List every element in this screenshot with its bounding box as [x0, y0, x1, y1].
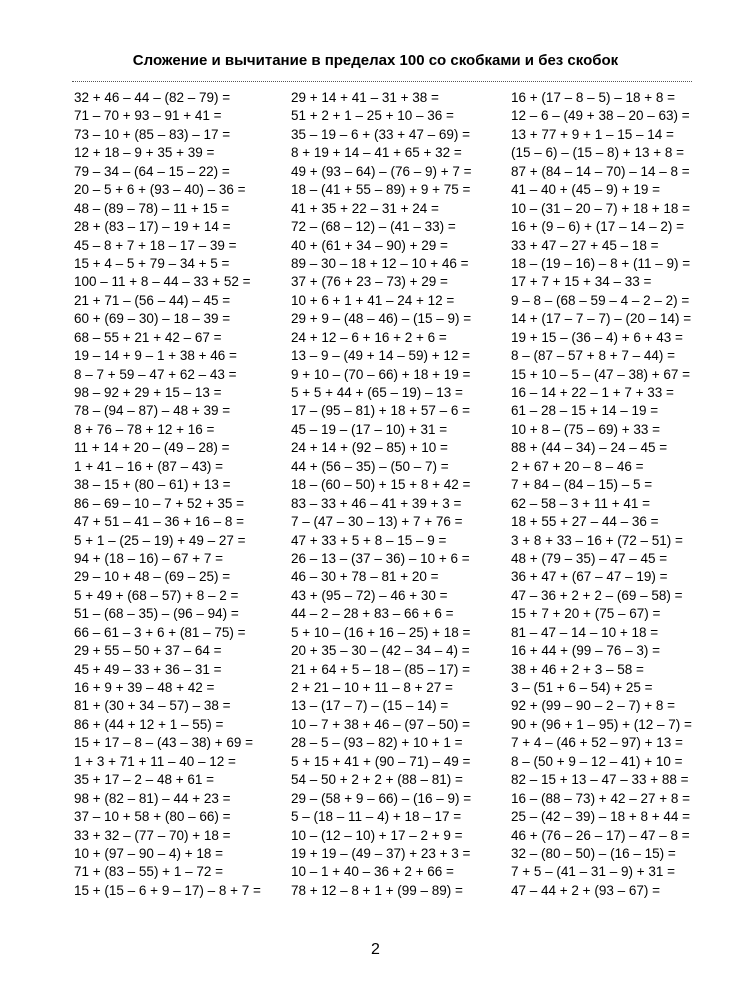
math-expression: 7 + 84 – (84 – 15) – 5 = [511, 477, 653, 493]
math-expression: 88 + (44 – 34) – 24 – 45 = [511, 440, 668, 456]
math-expression: 18 – (41 + 55 – 89) + 9 + 75 = [291, 182, 471, 198]
math-expression: 18 – (19 – 16) – 8 + (11 – 9) = [511, 255, 691, 271]
math-expression: 16 + (17 – 8 – 5) – 18 + 8 = [511, 90, 675, 105]
math-expression: 8 + 76 – 78 + 12 + 16 = [74, 421, 215, 437]
math-expression: 87 + (84 – 14 – 70) – 14 – 8 = [511, 163, 690, 179]
math-expression: 2 + 21 – 10 + 11 – 8 + 27 = [291, 680, 453, 695]
math-expression: 16 + 44 + (99 – 76 – 3) = [511, 643, 660, 659]
math-expression: (15 – 6) – (15 – 8) + 13 + 8 = [511, 145, 684, 161]
math-expression: 44 + (56 – 35) – (50 – 7) = [291, 458, 449, 474]
expression-column-1 [74, 89, 261, 900]
math-expression: 36 + 47 + (67 – 47 – 19) = [511, 569, 668, 585]
math-expression: 25 – (42 – 39) – 18 + 8 + 44 = [511, 809, 691, 825]
math-expression: 13 + 77 + 9 + 1 – 15 – 14 = [511, 126, 674, 142]
title-divider [72, 81, 692, 82]
math-expression: 73 – 10 + (85 – 83) – 17 = [74, 126, 231, 142]
math-expression: 10 – (12 – 10) + 17 – 2 + 9 = [291, 827, 463, 843]
math-expression: 47 – 44 + 2 + (93 – 67) = [511, 882, 660, 898]
math-expression: 29 – 10 + 48 – (69 – 25) = [74, 569, 231, 585]
math-expression: 90 + (96 + 1 – 95) + (12 – 7) = [511, 716, 692, 732]
math-expression: 78 + 12 – 8 + 1 + (99 – 89) = [291, 882, 463, 898]
math-expression: 3 + 8 + 33 – 16 + (72 – 51) = [511, 532, 683, 548]
math-expression: 15 + 10 – 5 – (47 – 38) + 67 = [511, 366, 691, 382]
math-expression: 47 + 51 – 41 – 36 + 16 – 8 = [74, 514, 245, 530]
math-expression: 15 + 7 + 20 + (75 – 67) = [511, 606, 661, 622]
math-expression: 37 – 10 + 58 + (80 – 66) = [74, 809, 231, 825]
page-title: Сложение и вычитание в пределах 100 со скобками и без скобок [132, 52, 619, 69]
math-expression: 16 – (88 – 73) + 42 – 27 + 8 = [511, 790, 691, 806]
math-expression: 17 – (95 – 81) + 18 + 57 – 6 = [291, 403, 471, 419]
expression-column-2 [291, 89, 472, 900]
math-expression: 72 – (68 – 12) – (41 – 33) = [291, 219, 456, 235]
math-expression: 100 – 11 + 8 – 44 – 33 + 52 = [74, 274, 251, 290]
math-expression: 41 – 40 + (45 – 9) + 19 = [511, 182, 660, 198]
math-expression: 51 + 2 + 1 – 25 + 10 – 36 = [291, 108, 454, 124]
math-expression: 94 + (18 – 16) – 67 + 7 = [74, 550, 223, 566]
math-expression: 5 + 1 – (25 – 19) + 49 – 27 = [74, 532, 246, 548]
math-expression: 3 – (51 + 6 – 54) + 25 = [511, 680, 653, 695]
math-expression: 16 + (9 – 6) + (17 – 14 – 2) = [511, 219, 684, 235]
math-expression: 10 + (97 – 90 – 4) + 18 = [74, 845, 223, 861]
math-expression: 68 – 55 + 21 + 42 – 67 = [74, 329, 222, 345]
math-expression: 89 – 30 – 18 + 12 – 10 + 46 = [291, 255, 469, 271]
math-expression: 29 + 55 – 50 + 37 – 64 = [74, 643, 222, 659]
math-expression: 12 – 6 – (49 + 38 – 20 – 63) = [511, 108, 690, 124]
math-expression: 1 + 3 + 71 + 11 – 40 – 12 = [74, 753, 236, 769]
math-expression: 21 + 64 + 5 – 18 – (85 – 17) = [291, 661, 471, 677]
math-expression: 15 + 17 – 8 – (43 – 38) + 69 = [74, 735, 254, 751]
math-expression: 45 + 49 – 33 + 36 – 31 = [74, 661, 222, 677]
math-expression: 10 – (31 – 20 – 7) + 18 + 18 = [511, 200, 691, 216]
math-expression: 21 + 71 – (56 – 44) – 45 = [74, 292, 231, 308]
math-expression: 32 + 46 – 44 – (82 – 79) = [74, 90, 231, 105]
math-expression: 20 – 5 + 6 + (93 – 40) – 36 = [74, 182, 246, 198]
math-expression: 19 – 14 + 9 – 1 + 38 + 46 = [74, 348, 237, 364]
math-expression: 78 – (94 – 87) – 48 + 39 = [74, 403, 231, 419]
math-expression: 62 – 58 – 3 + 11 + 41 = [511, 495, 650, 511]
math-expression: 33 + 32 – (77 – 70) + 18 = [74, 827, 231, 843]
math-expression: 71 + (83 – 55) + 1 – 72 = [74, 864, 223, 880]
math-expression: 9 – 8 – (68 – 59 – 4 – 2 – 2) = [511, 292, 690, 308]
math-expression: 10 – 7 + 38 + 46 – (97 – 50) = [291, 716, 471, 732]
math-expression: 24 + 14 + (92 – 85) + 10 = [291, 440, 448, 456]
math-expression: 44 – 2 – 28 + 83 – 66 + 6 = [291, 606, 454, 622]
math-expression: 92 + (99 – 90 – 2 – 7) + 8 = [511, 698, 675, 714]
math-expression: 12 + 18 – 9 + 35 + 39 = [74, 145, 215, 161]
math-expression: 8 – (87 – 57 + 8 + 7 – 44) = [511, 348, 675, 364]
math-expression: 45 – 8 + 7 + 18 – 17 – 39 = [74, 237, 237, 253]
math-expression: 7 + 5 – (41 – 31 – 9) + 31 = [511, 864, 675, 880]
math-expression: 14 + (17 – 7 – 7) – (20 – 14) = [511, 311, 692, 327]
math-expression: 7 – (47 – 30 – 13) + 7 + 76 = [291, 514, 463, 530]
math-expression: 61 – 28 – 15 + 14 – 19 = [511, 403, 659, 419]
math-expression: 5 – (18 – 11 – 4) + 18 – 17 = [291, 809, 462, 825]
math-expression: 5 + 10 – (16 + 16 – 25) + 18 = [291, 624, 471, 640]
math-expression: 47 – 36 + 2 + 2 – (69 – 58) = [511, 587, 683, 603]
math-expression: 98 – 92 + 29 + 15 – 13 = [74, 385, 222, 400]
math-expression: 29 + 14 + 41 – 31 + 38 = [291, 90, 439, 105]
math-expression: 24 + 12 – 6 + 16 + 2 + 6 = [291, 329, 447, 345]
math-expression: 28 – 5 – (93 – 82) + 10 + 1 = [291, 735, 463, 751]
math-expression: 98 + (82 – 81) – 44 + 23 = [74, 790, 231, 806]
math-expression: 54 – 50 + 2 + 2 + (88 – 81) = [291, 772, 463, 788]
math-expression: 45 – 19 – (17 – 10) + 31 = [291, 421, 448, 437]
math-expression: 5 + 5 + 44 + (65 – 19) – 13 = [291, 385, 463, 400]
math-expression: 40 + (61 + 34 – 90) + 29 = [291, 237, 448, 253]
math-expression: 38 + 46 + 2 + 3 – 58 = [511, 661, 644, 677]
math-expression: 8 + 19 + 14 – 41 + 65 + 32 = [291, 145, 462, 161]
math-expression: 32 – (80 – 50) – (16 – 15) = [511, 845, 676, 861]
math-expression: 19 + 19 – (49 – 37) + 23 + 3 = [291, 845, 471, 861]
math-expression: 10 + 8 – (75 – 69) + 33 = [511, 421, 660, 437]
math-expression: 10 – 1 + 40 – 36 + 2 + 66 = [291, 864, 454, 880]
expression-column-3 [511, 89, 692, 900]
math-expression: 16 – 14 + 22 – 1 + 7 + 33 = [511, 385, 674, 400]
math-expression: 33 + 47 – 27 + 45 – 18 = [511, 237, 659, 253]
math-expression: 35 + 17 – 2 – 48 + 61 = [74, 772, 214, 788]
math-expression: 81 + (30 + 34 – 57) – 38 = [74, 698, 231, 714]
math-expression: 29 + 9 – (48 – 46) – (15 – 9) = [291, 311, 472, 327]
math-expression: 2 + 67 + 20 – 8 – 46 = [511, 458, 644, 474]
math-expression: 19 + 15 – (36 – 4) + 6 + 43 = [511, 329, 683, 345]
math-expression: 5 + 49 + (68 – 57) + 8 – 2 = [74, 587, 239, 603]
math-expression: 71 – 70 + 93 – 91 + 41 = [74, 108, 222, 124]
math-expression: 16 + 9 + 39 – 48 + 42 = [74, 680, 215, 695]
math-expression: 11 + 14 + 20 – (49 – 28) = [74, 440, 230, 456]
math-expression: 82 – 15 + 13 – 47 – 33 + 88 = [511, 772, 689, 788]
math-expression: 46 + (76 – 26 – 17) – 47 – 8 = [511, 827, 690, 843]
math-expression: 83 – 33 + 46 – 41 + 39 + 3 = [291, 495, 462, 511]
math-expression: 8 – (50 + 9 – 12 – 41) + 10 = [511, 753, 683, 769]
math-expression: 10 + 6 + 1 + 41 – 24 + 12 = [291, 292, 455, 308]
math-expression: 35 – 19 – 6 + (33 + 47 – 69) = [291, 126, 471, 142]
math-expression: 81 – 47 – 14 – 10 + 18 = [511, 624, 659, 640]
math-expression: 86 + (44 + 12 + 1 – 55) = [74, 716, 224, 732]
math-expression: 7 + 4 – (46 + 52 – 97) + 13 = [511, 735, 683, 751]
math-expression: 5 + 15 + 41 + (90 – 71) – 49 = [291, 753, 471, 769]
math-expression: 15 + 4 – 5 + 79 – 34 + 5 = [74, 255, 230, 271]
math-expression: 47 + 33 + 5 + 8 – 15 – 9 = [291, 532, 447, 548]
math-expression: 86 – 69 – 10 – 7 + 52 + 35 = [74, 495, 245, 511]
math-expression: 13 – (17 – 7) – (15 – 14) = [291, 698, 449, 714]
math-expression: 37 + (76 + 23 – 73) + 29 = [291, 274, 448, 290]
math-expression: 48 + (79 – 35) – 47 – 45 = [511, 550, 668, 566]
math-expression: 13 – 9 – (49 + 14 – 59) + 12 = [291, 348, 471, 364]
math-expression: 15 + (15 – 6 + 9 – 17) – 8 + 7 = [74, 882, 261, 898]
math-expression: 49 + (93 – 64) – (76 – 9) + 7 = [291, 163, 472, 179]
math-expression: 79 – 34 – (64 – 15 – 22) = [74, 163, 230, 179]
math-expression: 8 – 7 + 59 – 47 + 62 – 43 = [74, 366, 237, 382]
math-expression: 29 – (58 + 9 – 66) – (16 – 9) = [291, 790, 472, 806]
math-expression: 38 – 15 + (80 – 61) + 13 = [74, 477, 231, 493]
math-expression: 51 – (68 – 35) – (96 – 94) = [74, 606, 239, 622]
page-number: 2 [371, 941, 380, 958]
math-expression: 48 – (89 – 78) – 11 + 15 = [74, 200, 230, 216]
math-expression: 18 – (60 – 50) + 15 + 8 + 42 = [291, 477, 471, 493]
math-expression: 1 + 41 – 16 + (87 – 43) = [74, 458, 223, 474]
math-expression: 9 + 10 – (70 – 66) + 18 + 19 = [291, 366, 471, 382]
math-expression: 66 – 61 – 3 + 6 + (81 – 75) = [74, 624, 246, 640]
math-expression: 46 – 30 + 78 – 81 + 20 = [291, 569, 439, 585]
math-expression: 17 + 7 + 15 + 34 – 33 = [511, 274, 652, 290]
math-expression: 28 + (83 – 17) – 19 + 14 = [74, 219, 231, 235]
math-expression: 26 – 13 – (37 – 36) – 10 + 6 = [291, 550, 470, 566]
math-expression: 18 + 55 + 27 – 44 – 36 = [511, 514, 659, 530]
math-expression: 43 + (95 – 72) – 46 + 30 = [291, 587, 448, 603]
math-expression: 20 + 35 – 30 – (42 – 34 – 4) = [291, 643, 470, 659]
math-expression: 41 + 35 + 22 – 31 + 24 = [291, 200, 439, 216]
math-expression: 60 + (69 – 30) – 18 – 39 = [74, 311, 231, 327]
